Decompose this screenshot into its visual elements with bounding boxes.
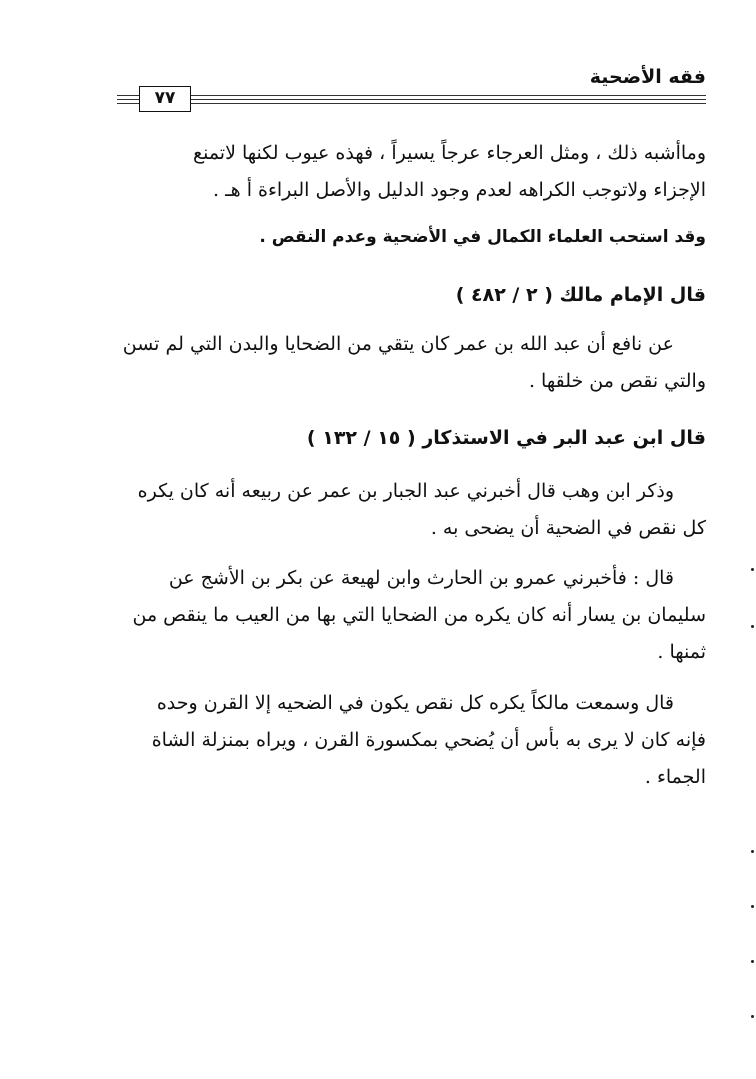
text-line: عن نافع أن عبد الله بن عمر كان يتقي من الضحايا والبدن التي لم تسن — [122, 333, 674, 355]
header-rule — [191, 103, 706, 104]
text-line: وماأشبه ذلك ، ومثل العرجاء عرجاً يسيراً ، فهذه عيوب لكنها لاتمنع — [192, 142, 706, 164]
header-rule — [117, 103, 139, 104]
text-line: فإنه كان لا يرى به بأس أن يُضحي بمكسورة القرن ، ويراه بمنزلة الشاة — [151, 729, 706, 751]
text-line: ثمنها . — [657, 641, 706, 663]
text-line: كل نقص في الضحية أن يضحى به . — [430, 517, 706, 539]
text-line: قال : فأخبرني عمرو بن الحارث وابن لهيعة عن بكر بن الأشج عن — [168, 567, 674, 589]
scan-mark — [751, 568, 754, 571]
paragraph-5 — [112, 685, 706, 796]
header-rule — [117, 99, 139, 100]
header-rule — [117, 95, 139, 96]
page-number: ٧٧ — [139, 86, 191, 112]
paragraph-2 — [112, 326, 706, 400]
header-rule — [191, 95, 706, 96]
text-line: قال وسمعت مالكاً يكره كل نقص يكون في الضحيه إلا القرن وحده — [156, 692, 674, 714]
scan-mark — [751, 850, 754, 853]
text-line: الجماء . — [644, 766, 706, 788]
paragraph-3 — [112, 473, 706, 547]
section-heading-ibn-abd-al-barr: قال ابن عبد البر في الاستذكار ( ١٥ / ١٣٢ ) — [306, 427, 706, 449]
scan-mark — [751, 1015, 754, 1018]
scan-mark — [751, 960, 754, 963]
running-title: فقه الأضحية — [589, 66, 706, 88]
text-line: سليمان بن يسار أنه كان يكره من الضحايا التي بها من العيب ما ينقص من — [132, 604, 706, 626]
text-line: الإجزاء ولاتوجب الكراهه لعدم وجود الدليل والأصل البراءة أ هـ . — [212, 179, 706, 201]
bold-statement: وقد استحب العلماء الكمال في الأضحية وعدم النقص . — [259, 227, 706, 247]
scan-mark — [751, 905, 754, 908]
scan-mark — [751, 625, 754, 628]
paragraph-1 — [112, 135, 706, 209]
text-line: والتي نقص من خلقها . — [528, 370, 706, 392]
header-rule — [191, 99, 706, 100]
text-line: وذكر ابن وهب قال أخبرني عبد الجبار بن عمر عن ربيعه أنه كان يكره — [137, 480, 674, 502]
paragraph-4 — [112, 560, 706, 671]
section-heading-malik: قال الإمام مالك ( ٢ / ٤٨٢ ) — [455, 284, 706, 306]
